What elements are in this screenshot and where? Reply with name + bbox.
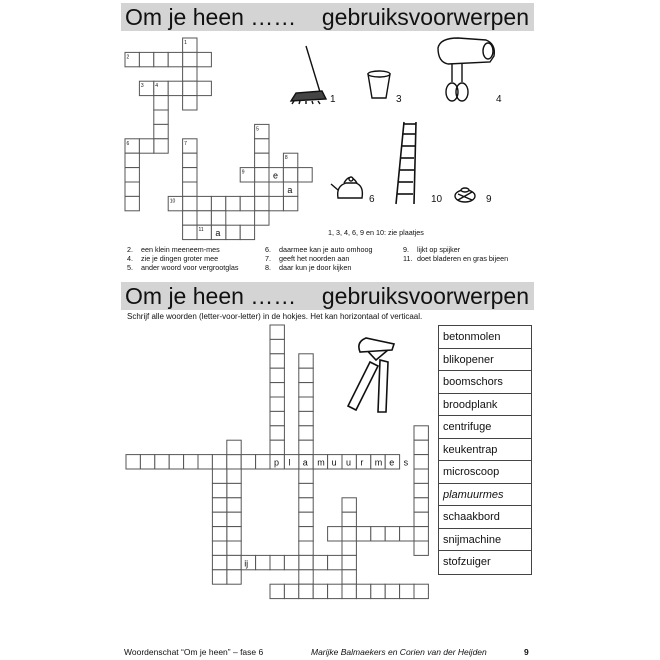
word-list-item: betonmolen (439, 326, 531, 349)
crossword-cell[interactable] (414, 527, 428, 541)
cell-number: 1 (184, 40, 187, 46)
picture-label: 10 (431, 194, 443, 205)
word-list-item: broodplank (439, 394, 531, 417)
crossword-cell[interactable] (342, 584, 356, 598)
crossword-cell[interactable] (183, 211, 197, 225)
mixer-picture (438, 38, 494, 101)
crossword-cell[interactable] (299, 570, 313, 584)
crossword-cell[interactable] (197, 211, 211, 225)
crossword-cell[interactable] (270, 411, 284, 425)
crossword-cell[interactable] (313, 555, 327, 569)
crossword-cell[interactable] (299, 555, 313, 569)
crossword-cell[interactable] (356, 584, 370, 598)
prefilled-letter: m (317, 457, 325, 468)
cell-number: 2 (126, 54, 130, 61)
kettle-picture (331, 177, 362, 198)
clue: 2. een klein meeneem-mes (127, 245, 220, 254)
cell-number: 5 (256, 126, 259, 133)
crossword-cell[interactable] (299, 483, 313, 497)
crossword-cell[interactable] (284, 455, 298, 469)
crossword-cell[interactable] (197, 196, 211, 210)
crossword-cell[interactable] (154, 124, 168, 138)
word-list-item: keukentrap (439, 439, 531, 462)
crossword-cell[interactable] (414, 498, 428, 512)
crossword-cell[interactable] (299, 383, 313, 397)
crossword-cell[interactable] (227, 527, 241, 541)
bucket-picture (368, 71, 390, 98)
crossword-cell[interactable] (255, 153, 269, 167)
crossword-cell[interactable] (342, 527, 356, 541)
picture-label: 3 (396, 94, 402, 105)
crossword-cell[interactable] (212, 541, 226, 555)
crossword-cell[interactable] (183, 168, 197, 182)
word-list-item: plamuurmes (439, 484, 531, 507)
crossword-cell[interactable] (283, 168, 297, 182)
prefilled-letter: e (389, 457, 395, 468)
crossword-cell[interactable] (255, 196, 269, 210)
prefilled-letter: r (360, 457, 364, 468)
crossword-cell[interactable] (169, 455, 183, 469)
crossword-cell[interactable] (269, 196, 283, 210)
crossword-cell[interactable] (227, 570, 241, 584)
clue: 5. ander woord voor vergrootglas (127, 263, 239, 272)
word-list-item: boomschors (439, 371, 531, 394)
crossword-cell[interactable] (270, 368, 284, 382)
crossword-cell[interactable] (400, 527, 414, 541)
crossword-cell[interactable] (227, 512, 241, 526)
top-title-left: Om je heen …… (125, 4, 297, 30)
crossword-cell[interactable] (270, 426, 284, 440)
crossword-cell[interactable] (270, 339, 284, 353)
crossword-cell[interactable] (270, 440, 284, 454)
crossword-cell[interactable] (184, 455, 198, 469)
crossword-cell[interactable] (227, 555, 241, 569)
word-list-item: centrifuge (439, 416, 531, 439)
page-number: 9 (524, 647, 529, 657)
crossword-cell[interactable] (299, 527, 313, 541)
crossword-cell[interactable] (371, 527, 385, 541)
crossword-cell[interactable] (126, 455, 140, 469)
crossword-cell[interactable] (212, 570, 226, 584)
crossword-cell[interactable] (139, 52, 153, 66)
crossword-cell[interactable] (212, 469, 226, 483)
prefilled-letter: l (288, 457, 291, 468)
crossword-cell[interactable] (255, 211, 269, 225)
crossword-cell[interactable] (212, 555, 226, 569)
prefilled-letter: m (374, 457, 383, 468)
crossword-cell[interactable] (227, 541, 241, 555)
cell-number: 8 (284, 155, 288, 162)
crossword-cell[interactable] (226, 196, 240, 210)
instruction-text: Schrijf alle woorden (letter-voor-letter) in de hokjes. Het kan horizontaal of verticaal. (127, 312, 423, 321)
crossword-cell[interactable] (183, 225, 197, 239)
crossword-cell[interactable] (212, 512, 226, 526)
crossword-cell[interactable] (211, 211, 225, 225)
bottom-title-left: Om je heen …… (125, 283, 297, 309)
crossword-cell[interactable] (198, 455, 212, 469)
crossword-cell[interactable] (183, 52, 197, 66)
picture-label: 4 (496, 94, 502, 105)
crossword-cell[interactable] (414, 440, 428, 454)
ladder-picture (396, 122, 416, 204)
picture-label: 9 (486, 194, 492, 205)
prefilled-letter: e (273, 170, 279, 181)
crossword-cell[interactable] (255, 182, 269, 196)
crossword-cell[interactable] (154, 52, 168, 66)
crossword-cell[interactable] (284, 555, 298, 569)
crossword-cell[interactable] (183, 96, 197, 110)
crossword-cell[interactable] (299, 426, 313, 440)
cell-number: 7 (184, 140, 187, 147)
crossword-cell[interactable] (241, 455, 255, 469)
crossword-cell[interactable] (168, 52, 182, 66)
word-list-item: snijmachine (439, 529, 531, 552)
crossword-cell[interactable] (270, 555, 284, 569)
crossword-cell[interactable] (212, 498, 226, 512)
crossword-cell[interactable] (284, 584, 298, 598)
crossword-cell[interactable] (313, 584, 327, 598)
crossword-cell[interactable] (342, 498, 356, 512)
crossword-cell[interactable] (299, 411, 313, 425)
prefilled-letter: s (403, 457, 409, 468)
word-list-item: blikopener (439, 349, 531, 372)
crossword-cell[interactable] (227, 498, 241, 512)
top-crossword-grid[interactable] (125, 38, 312, 240)
clue: 11. doet bladeren en gras bijeen (403, 254, 509, 263)
prefilled-letter: a (302, 457, 308, 468)
picture-label: 6 (369, 194, 375, 205)
crossword-cell[interactable] (298, 168, 312, 182)
crossword-cell[interactable] (342, 541, 356, 555)
crossword-cell[interactable] (154, 139, 168, 153)
crossword-cell[interactable] (270, 584, 284, 598)
crossword-cell[interactable] (154, 96, 168, 110)
crossword-cell[interactable] (371, 584, 385, 598)
crossword-cell[interactable] (212, 483, 226, 497)
cell-number: 3 (140, 83, 144, 90)
cell-number: 6 (126, 140, 130, 147)
crossword-cell[interactable] (183, 81, 197, 95)
crossword-cell[interactable] (299, 368, 313, 382)
crossword-cell[interactable] (356, 527, 370, 541)
crossword-cell[interactable] (356, 455, 370, 469)
crossword-cell[interactable] (155, 455, 169, 469)
crossword-cell[interactable] (342, 555, 356, 569)
crossword-cell[interactable] (270, 325, 284, 339)
crossword-cell[interactable] (270, 397, 284, 411)
word-list (438, 325, 532, 575)
crossword-cell[interactable] (227, 440, 241, 454)
pliers-picture (348, 338, 394, 412)
prefilled-letter: u (331, 457, 337, 468)
crossword-cell[interactable] (211, 196, 225, 210)
clue: 8. daar kun je door kijken (265, 263, 352, 272)
crossword-cell[interactable] (299, 354, 313, 368)
crossword-cell[interactable] (212, 455, 226, 469)
crossword-cell[interactable] (270, 383, 284, 397)
crossword-cell[interactable] (328, 527, 342, 541)
crossword-cell[interactable] (299, 397, 313, 411)
crossword-cell[interactable] (299, 584, 313, 598)
prefilled-letter: u (346, 457, 352, 468)
cell-number: 11 (198, 227, 204, 234)
crossword-cell[interactable] (125, 153, 139, 167)
crossword-cell[interactable] (154, 110, 168, 124)
crossword-cell[interactable] (414, 584, 428, 598)
crossword-cell[interactable] (125, 196, 139, 210)
thumbtack-picture (455, 188, 475, 202)
footer-title: Woordenschat “Om je heen” – fase 6 (124, 647, 264, 657)
crossword-cell[interactable] (414, 426, 428, 440)
crossword-cell[interactable] (255, 139, 269, 153)
crossword-cell[interactable] (140, 455, 154, 469)
crossword-cell[interactable] (183, 182, 197, 196)
clue: 6. daarmee kan je auto omhoog (265, 245, 373, 254)
crossword-cell[interactable] (414, 483, 428, 497)
crossword-cell[interactable] (299, 498, 313, 512)
crossword-cell[interactable] (414, 469, 428, 483)
picture-label: 1 (330, 94, 336, 105)
crossword-cell[interactable] (342, 570, 356, 584)
clue: 9. lijkt op spijker (403, 245, 461, 254)
crossword-cell[interactable] (414, 512, 428, 526)
crossword-cell[interactable] (328, 555, 342, 569)
crossword-cell[interactable] (283, 196, 297, 210)
cell-number: 9 (241, 169, 245, 176)
top-title-right: gebruiksvoorwerpen (321, 4, 529, 30)
crossword-cell[interactable] (299, 469, 313, 483)
word-list-item: stofzuiger (443, 556, 491, 568)
crossword-cell[interactable] (414, 541, 428, 555)
crossword-cell[interactable] (414, 455, 428, 469)
crossword-cell[interactable] (183, 67, 197, 81)
cell-number: 10 (169, 198, 176, 205)
crossword-cell[interactable] (226, 225, 240, 239)
clue: 4. zie je dingen groter mee (127, 254, 219, 263)
clue: 7. geeft het noorden aan (265, 254, 350, 263)
crossword-cell[interactable] (227, 455, 241, 469)
crossword-cell[interactable] (255, 168, 269, 182)
crossword-cell[interactable] (139, 139, 153, 153)
picture-note: 1, 3, 4, 6, 9 en 10: zie plaatjes (328, 228, 424, 237)
crossword-cell[interactable] (256, 555, 270, 569)
word-list-item: schaakbord (439, 506, 531, 529)
crossword-cell[interactable] (299, 541, 313, 555)
bottom-title-right: gebruiksvoorwerpen (321, 283, 529, 309)
crossword-cell[interactable] (385, 527, 399, 541)
crossword-cell[interactable] (168, 81, 182, 95)
crossword-cell[interactable] (197, 52, 211, 66)
crossword-cell[interactable] (183, 196, 197, 210)
crossword-cell[interactable] (227, 483, 241, 497)
crossword-cell[interactable] (299, 440, 313, 454)
crossword-cell[interactable] (299, 512, 313, 526)
crossword-cell[interactable] (240, 196, 254, 210)
word-list-item: microscoop (439, 461, 531, 484)
crossword-cell[interactable] (270, 354, 284, 368)
crossword-cell[interactable] (227, 469, 241, 483)
crossword-cell[interactable] (342, 512, 356, 526)
crossword-cell[interactable] (328, 584, 342, 598)
crossword-cell[interactable] (197, 81, 211, 95)
crossword-cell[interactable] (125, 168, 139, 182)
crossword-cell[interactable] (256, 455, 270, 469)
prefilled-letter: p (274, 457, 280, 468)
broom-picture (291, 46, 326, 104)
prefilled-letter: ij (244, 558, 249, 569)
crossword-cell[interactable] (125, 182, 139, 196)
crossword-cell[interactable] (385, 584, 399, 598)
prefilled-letter: a (215, 228, 221, 239)
crossword-cell[interactable] (212, 527, 226, 541)
crossword-cell[interactable] (240, 225, 254, 239)
cell-number: 4 (155, 83, 159, 90)
crossword-cell[interactable] (400, 584, 414, 598)
prefilled-letter: a (287, 185, 293, 195)
crossword-cell[interactable] (183, 153, 197, 167)
footer-authors: Marijke Balmaekers en Corien van der Heijden (311, 647, 487, 657)
